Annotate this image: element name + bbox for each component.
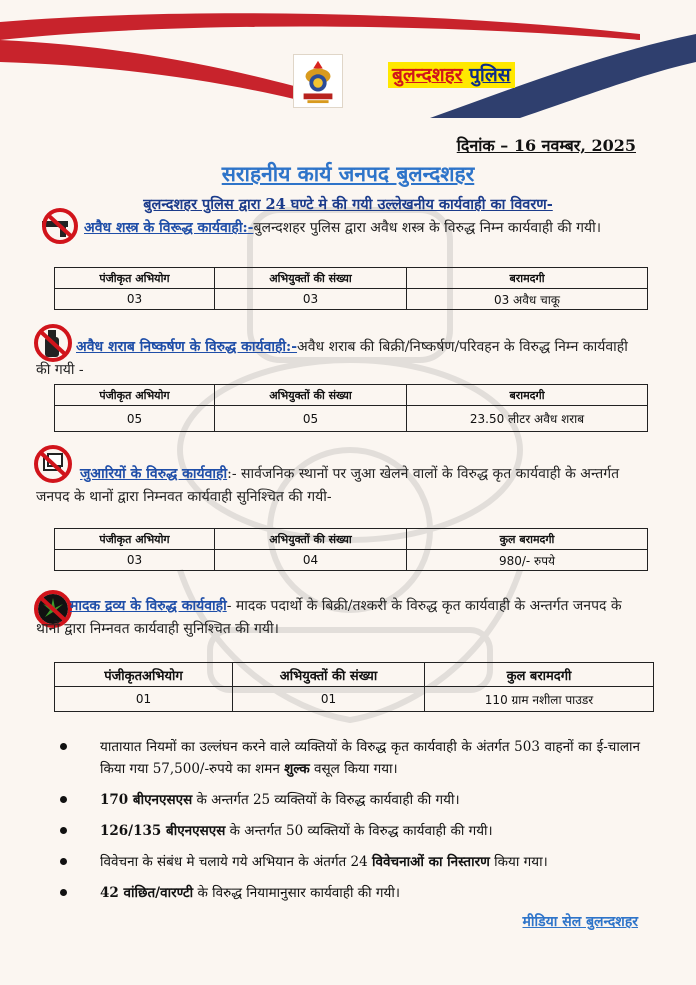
table-cell: 23.50 लीटर अवैध शराब bbox=[407, 406, 648, 432]
police-emblem-logo bbox=[293, 54, 343, 108]
arms-table bbox=[54, 267, 648, 310]
table-row bbox=[55, 289, 648, 310]
table-header: पंजीकृत अभियोग bbox=[55, 385, 215, 406]
brand-police: पुलिस bbox=[469, 64, 511, 86]
list-item bbox=[60, 882, 640, 904]
liquor-section-text: अवैध शराब की बिक्री/निष्कर्षण/परिवहन के विरुद्ध निम्न कार्यवाही की गयी - bbox=[36, 339, 628, 378]
table-cell: 110 ग्राम नशीला पाउडर bbox=[425, 687, 654, 712]
table-cell: 980/- रुपये bbox=[407, 550, 648, 571]
liquor-section-label: अवैध शराब निष्कर्षण के विरुद्ध कार्यवाही:- bbox=[76, 339, 298, 355]
list-item bbox=[60, 820, 640, 842]
bullet-text: वसूल किया गया। bbox=[309, 761, 398, 777]
bullet-bold-text: 42 वांछित/वारण्टी bbox=[100, 885, 194, 901]
table-cell: 03 bbox=[55, 289, 215, 310]
bullet-text: के अन्तर्गत 50 व्यक्तियों के विरुद्ध कार्यवाही की गयी। bbox=[225, 823, 493, 839]
table-header: बरामदगी bbox=[407, 385, 648, 406]
table-header: बरामदगी bbox=[407, 268, 648, 289]
narcotics-section-head bbox=[36, 595, 646, 641]
table-header: अभियुक्तों की संख्या bbox=[233, 663, 425, 687]
gambling-table bbox=[54, 528, 648, 571]
table-header-row bbox=[55, 385, 648, 406]
bullet-text: यातायात नियमों का उल्लंघन करने वाले व्यक्तियों के विरुद्ध कृत कार्यवाही के अंतर्गत 503 वाहनों का ई-चालान किया गया 57,500/-रुपये का शमन bbox=[100, 739, 640, 777]
table-cell: 03 bbox=[215, 289, 407, 310]
table-row bbox=[55, 406, 648, 432]
table-header: अभियुक्तों की संख्या bbox=[215, 529, 407, 550]
bullet-text: विवेचना के संबंध मे चलाये गये अभियान के अंतर्गत 24 bbox=[100, 854, 373, 870]
table-cell: 05 bbox=[55, 406, 215, 432]
brand-city: बुलन्दशहर bbox=[392, 64, 463, 86]
page-title: सराहनीय कार्य जनपद बुलन्दशहर bbox=[221, 161, 475, 186]
narcotics-table bbox=[54, 662, 654, 712]
table-header: कुल बरामदगी bbox=[407, 529, 648, 550]
table-header: पंजीकृत अभियोग bbox=[55, 529, 215, 550]
table-cell: 01 bbox=[55, 687, 233, 712]
arms-section-head bbox=[36, 217, 646, 240]
table-header-row bbox=[55, 529, 648, 550]
table-header: अभियुक्तों की संख्या bbox=[215, 268, 407, 289]
bullet-bold-text: शुल्क bbox=[284, 761, 310, 777]
table-cell: 04 bbox=[215, 550, 407, 571]
table-cell: 05 bbox=[215, 406, 407, 432]
list-item bbox=[60, 851, 640, 873]
table-header: अभियुक्तों की संख्या bbox=[215, 385, 407, 406]
bullet-bold-text: 170 बीएनएसएस bbox=[100, 792, 193, 808]
arms-section-label: अवैध शस्त्र के विरूद्ध कार्यवाही:- bbox=[84, 220, 254, 236]
signature: मीडिया सेल बुलन्दशहर bbox=[522, 914, 638, 930]
table-cell: 03 अवैध चाकू bbox=[407, 289, 648, 310]
table-row bbox=[55, 550, 648, 571]
list-item bbox=[60, 736, 640, 780]
gambling-section-head bbox=[36, 463, 646, 509]
table-header: कुल बरामदगी bbox=[425, 663, 654, 687]
liquor-section-head bbox=[36, 336, 646, 382]
brand-title bbox=[388, 62, 515, 88]
page-subtitle: बुलन्दशहर पुलिस द्वारा 24 घण्टे मे की गयी उल्लेखनीय कार्यवाही का विवरण- bbox=[143, 196, 553, 213]
bullet-text: किया गया। bbox=[489, 854, 548, 870]
table-header: पंजीकृतअभियोग bbox=[55, 663, 233, 687]
table-header-row bbox=[55, 663, 654, 687]
bullet-text: के विरुद्ध नियामानुसार कार्यवाही की गयी। bbox=[193, 885, 400, 901]
bullet-bold-text: विवेचनाओं का निस्तारण bbox=[372, 854, 490, 870]
liquor-table bbox=[54, 384, 648, 432]
narcotics-section-label: मादक द्रव्य के विरुद्ध कार्यवाही bbox=[70, 598, 227, 614]
narcotics-section-text: - मादक पदार्थो के बिक्री/तश्करी के विरुद्ध कृत कार्यवाही के अन्तर्गत जनपद के थानों द्वारा निम्नवत कार्यवाही सुनिश्चित की गयी। bbox=[36, 598, 622, 637]
table-cell: 01 bbox=[233, 687, 425, 712]
table-row bbox=[55, 687, 654, 712]
arms-section-text: बुलन्दशहर पुलिस द्वारा अवैध शस्त्र के विरुद्ध निम्न कार्यवाही की गयी। bbox=[253, 220, 602, 236]
table-cell: 03 bbox=[55, 550, 215, 571]
table-header-row bbox=[55, 268, 648, 289]
bullet-bold-text: 126/135 बीएनएसएस bbox=[100, 823, 226, 839]
gambling-section-label: जुआरियों के विरुद्ध कार्यवाही bbox=[80, 466, 228, 482]
date-line: दिनांक – 16 नवम्बर, 2025 bbox=[456, 136, 636, 155]
gambling-section-text: :- सार्वजनिक स्थानों पर जुआ खेलने वालों के विरुद्ध कृत कार्यवाही के अन्तर्गत जनपद के थानों द्वारा निम्नवत कार्यवाही सुनिश्चित की गयी- bbox=[36, 466, 620, 505]
table-header: पंजीकृत अभियोग bbox=[55, 268, 215, 289]
list-item bbox=[60, 789, 640, 811]
bullet-text: के अन्तर्गत 25 व्यक्तियों के विरुद्ध कार्यवाही की गयी। bbox=[192, 792, 460, 808]
header-swoosh bbox=[0, 0, 696, 140]
summary-bullet-list bbox=[60, 736, 640, 913]
